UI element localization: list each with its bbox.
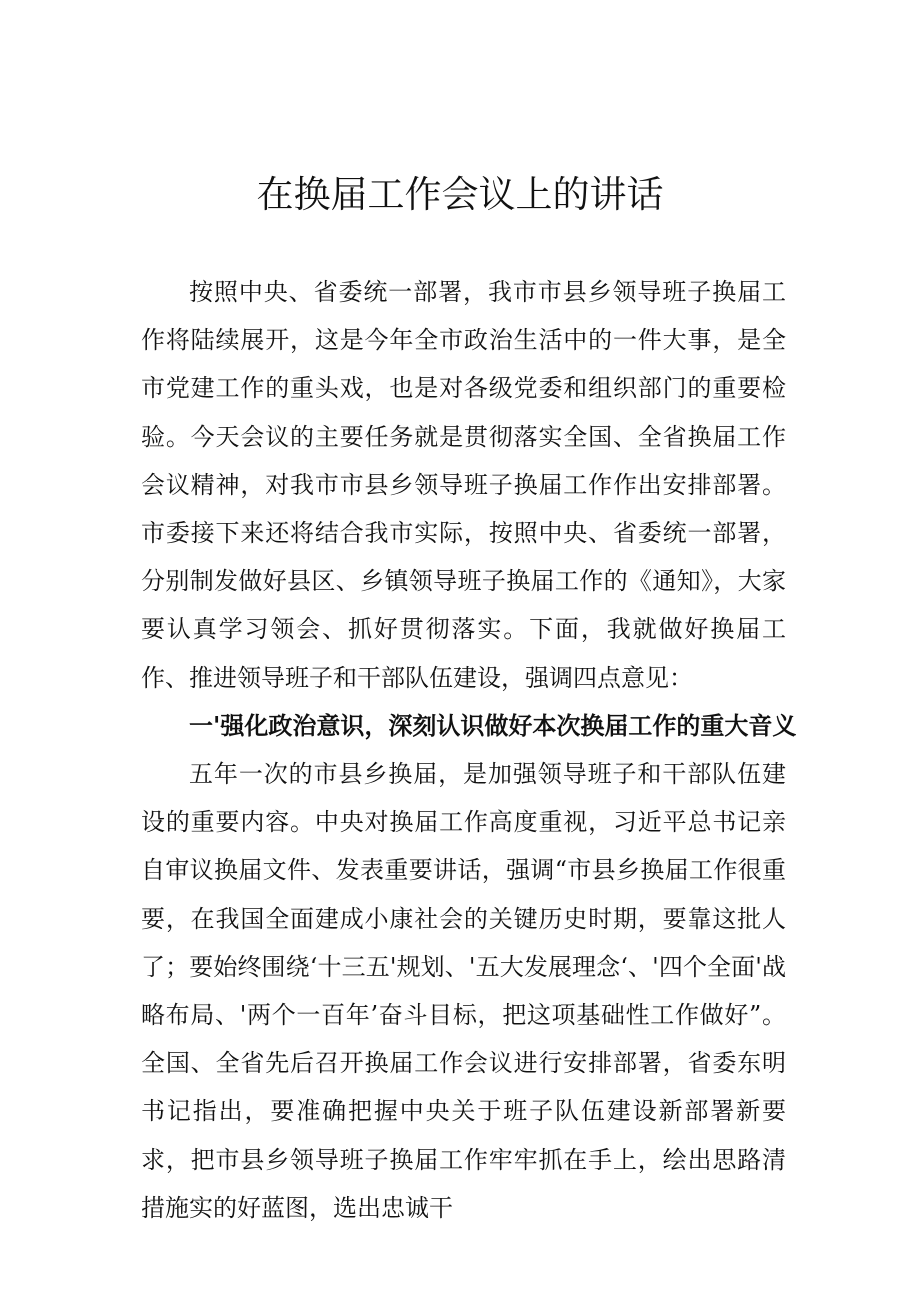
- document-body: [141, 268, 797, 1232]
- section-paragraph: 五年一次的市县乡换届，是加强领导班子和干部队伍建设的重要内容。中央对换届工作高度重视，习近平总书记亲自审议换届文件、发表重要讲话，强调“市县乡换届工作很重要，在我国全面建成小康社会的关键历史时期，要靠这批人了；要始终围绕‘十三五'规划、'五大发展理念‘、'四个全面'战略布局、'两个一百年’奋斗目标，把这项基础性工作做好”。全国、全省先后召开换届工作会议进行安排部署，省委东明书记指出，要准确把握中央关于班子队伍建设新部署新要求，把市县乡领导班子换届工作牢牢抓在手上，绘出思路清措施实的好蓝图，选出忠诚干: [141, 760, 786, 1222]
- intro-paragraph: 按照中央、省委统一部署，我市市县乡领导班子换届工作将陆续展开，这是今年全市政治生活中的一件大事，是全市党建工作的重头戏，也是对各级党委和组织部门的重要检验。今天会议的主要任务就是贯彻落实全国、全省换届工作会议精神，对我市市县乡领导班子换届工作作出安排部署。市委接下来还将结合我市实际，按照中央、省委统一部署，分别制发做好县区、乡镇领导班子换届工作的《通知》，大家要认真学习领会、抓好贯彻落实。下面，我就做好换届工作、推进领导班子和干部队伍建设，强调四点意见：: [141, 278, 786, 692]
- section-heading: 一'强化政治意识，深刻认识做好本次换届工作的重大音义: [189, 710, 797, 740]
- document-title: 在换届工作会议上的讲话: [256, 173, 664, 216]
